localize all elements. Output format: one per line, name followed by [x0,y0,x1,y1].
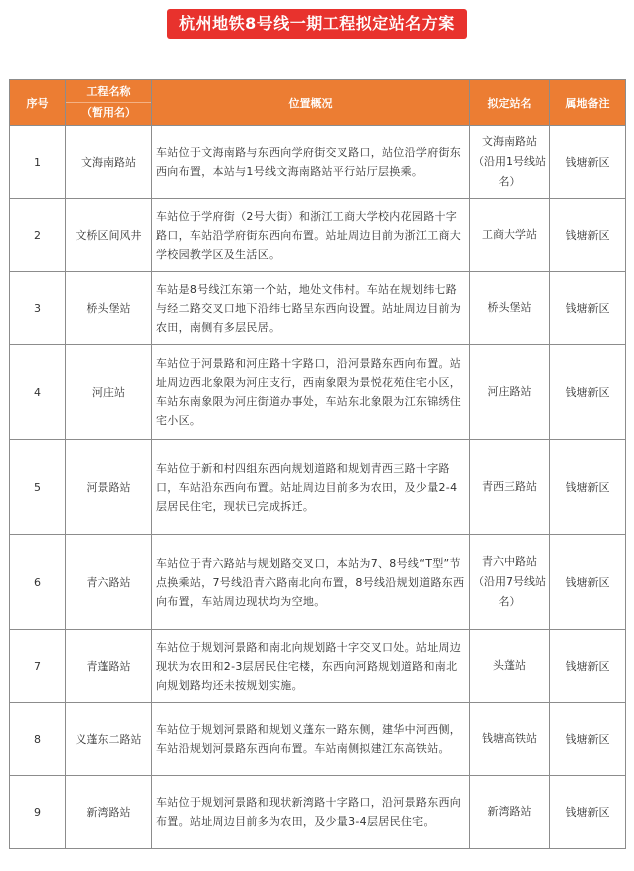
cell-no: 9 [10,776,66,849]
title-banner [0,9,634,39]
cell-proposed-name: 新湾路站 [470,776,550,849]
cell-district: 钱塘新区 [550,630,626,703]
cell-district: 钱塘新区 [550,440,626,535]
cell-engineering-name: 新湾路站 [66,776,152,849]
cell-district: 钱塘新区 [550,345,626,440]
cell-no: 3 [10,272,66,345]
table-row [10,345,626,440]
cell-engineering-name: 义蓬东二路站 [66,703,152,776]
cell-district: 钱塘新区 [550,272,626,345]
cell-proposed-name: 钱塘高铁站 [470,703,550,776]
cell-engineering-name: 河庄站 [66,345,152,440]
header-engineering-name [66,80,152,126]
cell-location: 车站位于文海南路与东西向学府街交叉路口，站位沿学府街东西向布置，本站与1号线文海南路站平行站厅层换乘。 [152,126,470,199]
header-engineering-name-line2: （暂用名） [81,106,136,119]
cell-location: 车站位于规划河景路和南北向规划路十字交叉口处。站址周边现状为农田和2-3层居民住宅楼，东西向河路规划道路和南北向规划路均还未按规划实施。 [152,630,470,703]
header-no: 序号 [10,80,66,126]
header-location: 位置概况 [152,80,470,126]
cell-engineering-name: 河景路站 [66,440,152,535]
cell-no: 7 [10,630,66,703]
cell-no: 4 [10,345,66,440]
cell-proposed-name: 头蓬站 [470,630,550,703]
table-row [10,199,626,272]
header-district: 属地备注 [550,80,626,126]
cell-location: 车站是8号线江东第一个站，地处文伟村。车站在规划纬七路与经二路交叉口地下沿纬七路呈东西向设置。站址周边目前为农田，南侧有多层民居。 [152,272,470,345]
cell-engineering-name: 文海南路站 [66,126,152,199]
table-header-row [10,80,626,126]
header-engineering-name-line1: 工程名称 [66,82,151,103]
cell-proposed-name: 青六中路站（沿用7号线站名） [470,535,550,630]
cell-location: 车站位于学府街（2号大街）和浙江工商大学校内花园路十字路口，车站沿学府街东西向布置。站址周边目前为浙江工商大学校园教学区及生活区。 [152,199,470,272]
cell-location: 车站位于青六路站与规划路交叉口，本站为7、8号线“T型”节点换乘站，7号线沿青六路南北向布置，8号线沿规划道路东西向布置，车站周边现状均为空地。 [152,535,470,630]
table-row [10,440,626,535]
cell-district: 钱塘新区 [550,776,626,849]
cell-no: 2 [10,199,66,272]
table-row [10,776,626,849]
cell-location: 车站位于河景路和河庄路十字路口，沿河景路东西向布置。站址周边西北象限为河庄支行，西南象限为景悦花苑住宅小区，车站东南象限为河庄街道办事处，车站东北象限为江东锦绣住宅小区。 [152,345,470,440]
cell-no: 5 [10,440,66,535]
cell-location: 车站位于规划河景路和规划义蓬东一路东侧，建华中河西侧，车站沿规划河景路东西向布置。车站南侧拟建江东高铁站。 [152,703,470,776]
cell-engineering-name: 青六路站 [66,535,152,630]
cell-no: 8 [10,703,66,776]
cell-proposed-name: 工商大学站 [470,199,550,272]
cell-proposed-name: 桥头堡站 [470,272,550,345]
cell-no: 6 [10,535,66,630]
cell-district: 钱塘新区 [550,199,626,272]
cell-engineering-name: 青蓬路站 [66,630,152,703]
cell-district: 钱塘新区 [550,703,626,776]
cell-district: 钱塘新区 [550,126,626,199]
cell-location: 车站位于新和村四组东西向规划道路和规划青西三路十字路口，车站沿东西向布置。站址周边目前多为农田，及少量2-4层居民住宅，现状已完成拆迁。 [152,440,470,535]
table-row [10,126,626,199]
station-name-table [9,79,626,849]
table-row [10,630,626,703]
cell-no: 1 [10,126,66,199]
cell-proposed-name: 青西三路站 [470,440,550,535]
cell-proposed-name: 文海南路站（沿用1号线站名） [470,126,550,199]
table-row [10,703,626,776]
header-proposed-name: 拟定站名 [470,80,550,126]
cell-location: 车站位于规划河景路和现状新湾路十字路口，沿河景路东西向布置。站址周边目前多为农田，及少量3-4层居民住宅。 [152,776,470,849]
cell-engineering-name: 文桥区间风井 [66,199,152,272]
cell-proposed-name: 河庄路站 [470,345,550,440]
page-title: 杭州地铁8号线一期工程拟定站名方案 [167,9,467,39]
cell-engineering-name: 桥头堡站 [66,272,152,345]
cell-district: 钱塘新区 [550,535,626,630]
table-row [10,535,626,630]
table-row [10,272,626,345]
